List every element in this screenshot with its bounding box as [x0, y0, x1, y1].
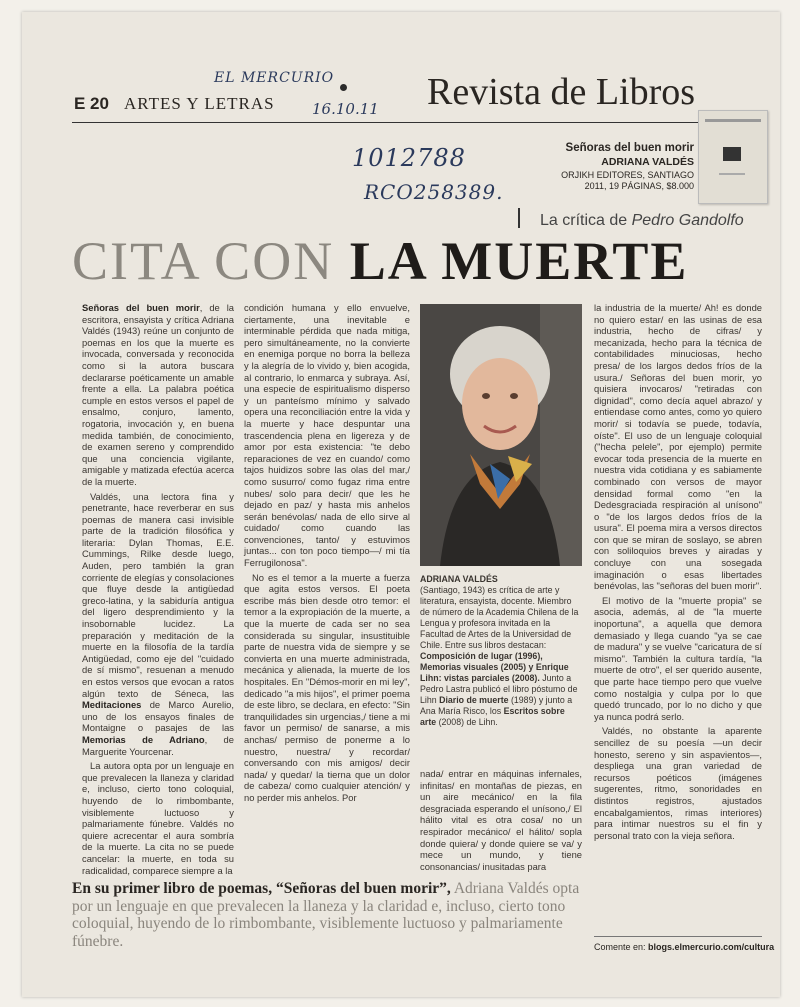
author-photo	[420, 304, 582, 566]
headline-part-1: CITA CON	[72, 231, 335, 291]
book-reference: Memorias de Adriano	[82, 733, 205, 745]
critic-name: Pedro Gandolfo	[631, 212, 744, 229]
handwritten-source: EL MERCURIO	[214, 70, 335, 86]
handwritten-date: 16.10.11	[312, 100, 379, 118]
article-column-1	[82, 302, 235, 876]
critic-bar	[518, 208, 520, 228]
caption-bio-2: Junto a Pedro Lastra publicó el libro póstumo de Lihn	[420, 673, 578, 705]
pull-quote	[72, 880, 580, 950]
newspaper-clipping	[22, 12, 780, 997]
caption-bio-4: (2008) de Lihn.	[438, 717, 498, 727]
paragraph: la industria de la muerte/ Ah! es donde no quiero estar/ en las usinas de esa industria, hecho de cifras/ y mecanizada, hecho para la técnica de contabilidades minuciosas, hecho presa/ de los largos dedos fríos de la usura./	[594, 302, 762, 383]
paragraph: condición humana y ello envuelve, ciertamente, una inevitable e interminable pérdida que nada mitiga, pero simultáneamente, no la convierte en enemiga porque no borra la belleza y la alegría de lo vivido y, bien acogida, al contrario, lo enmarca y subraya. Así, una especie de espiritualismo disperso y un panteísmo mínimo y salvado opera una reconciliación entre la vida y la muerte y hace despuntar una trascendencia plena en ligereza y de amor por esta existencia: "te debo reparaciones de vez en cuando/ como tajos huidizos sobre las olas del mar,/ como susurro/ como fugaz rima entre nubes/ solo para decir/ que les he dejado en paz/ y hasta mis anhelos serán benévolas/ nada de ello sirve al cuidado/ como cuando las convenciones, tanto/ y estuvimos juntas... con ton poco tiempo—/ mi tía Ferrugilonosa".	[244, 302, 410, 569]
caption-name: ADRIANA VALDÉS	[420, 574, 498, 584]
book-title-inline: Señoras del buen morir	[82, 302, 200, 313]
paragraph: No es el temor a la muerte a fuerza que agita estos versos. El poeta escribe más bien desde otro temor: el temor a la expropiación de la muerte, a que la muerte de cada ser no sea considerada su singular, insustituible parte de nuestra vida de siempre y se convierta en una muerte administrada, mecánica y alienada, la muerte de los hospitales. En "Démos-morir en mi ley", dedicado "a mis hijos", el primer poema de este libro, se declara, en efecto: "Sin tranquilidades sin urgencias,/ tiene a mi favor un permiso/ de sanarse, a mis anchas/ permiso de ponerme a lo nuestro, nuestra/ y recordar/ conversando con mis amigos/ decir nada/ y quedar/ la tierna que un dolor de cabeza/ como cualquier atención/ y no perder mis anhelos. Por	[244, 571, 410, 803]
book-publisher: ORJIKH EDITORES, SANTIAGO	[561, 170, 694, 180]
footer-link[interactable]: blogs.elmercurio.com/cultura	[648, 942, 775, 952]
caption-bio-3: (1989) y junto a Ana María Risco, los	[420, 695, 573, 716]
footer-label: Comente en:	[594, 942, 646, 952]
critic-prefix: La crítica de	[540, 212, 628, 229]
header-rule	[72, 122, 760, 123]
article-column-3	[594, 302, 762, 922]
book-info	[522, 142, 694, 191]
paragraph: nada/ entrar en máquinas infernales, infinitas/ en montañas de piezas, en un aire mecánico/ en la fila desgraciada esperando el unísono,/ El hálito vital es otra cosa/ no un respirador mecánico/ el hálito/ sopla donde quiera/ y donde quiere se va/ y mece un mundo, y tiene consonancias/ inusitadas para	[420, 768, 582, 872]
page-number: E 20	[74, 94, 109, 113]
section-name: ARTES Y LETRAS	[124, 94, 275, 113]
paragraph: , de la escritora, ensayista y crítica Adriana Valdés (1943) reúne un conjunto de poemas en los que la muerte es invocada, conversada y reconocida como si la autora buscara declararse poéticamente un amable frente a ella. La palabra poética cumple en estos versos el papel de ensalmo, conjuro, lamento, rogatoria, invocación y, en buena medida también, de conocimiento, de examen sereno y comprendido que una conciencia vigilante, amigable y matizada efectúa acerca de la muerte.	[82, 302, 234, 487]
caption-book: Diario de muerte	[439, 695, 509, 705]
paragraph: El motivo de la "muerte propia" se asocia, además, al de "la muerte inoportuna", a aquella que demora demasiado y llega cuando "ya se cae de madura" y se vuelve "caricatura de sí mismo". También la cultura tardía, "la muerte de otro", el ser querido ausente, que parte hace tiempo pero que vuelve como nostalgia y culpa por lo que quedó truncado, por lo no dicho y que ya nunca podrá serlo.	[594, 594, 762, 722]
paragraph: de Marco Aurelio, uno de los ensayos finales de Montaigne o pasajes de las	[82, 699, 235, 734]
footer-comment	[594, 942, 774, 952]
footer-rule	[594, 936, 762, 937]
publication-title: Revista de Libros	[427, 71, 696, 113]
handwritten-code-2: RCO258389.	[364, 180, 504, 204]
handwritten-code-1: 1012788	[352, 144, 466, 172]
book-reference: Meditaciones	[82, 699, 142, 711]
photo-caption	[420, 574, 582, 728]
caption-book: Escritos sobre arte	[420, 706, 565, 727]
critic-byline	[540, 212, 744, 230]
book-details: 2011, 19 PÁGINAS, $8.000	[584, 181, 694, 191]
caption-bio: (Santiago, 1943) es crítica de arte y literatura, ensayista, docente. Miembro de número de la Academia Chilena de la Lengua y profesora invitada en la Facultad de Artes de la Universidad de Chile. Entre sus libros destacan:	[420, 585, 579, 650]
author-portrait-image	[420, 304, 582, 566]
pull-quote-text: Adriana Valdés opta por un lenguaje en que prevalecen la llaneza y la claridad e, incluso, cierto tono coloquial, huyendo de lo rimbombante, visiblemente luctuoso y palmariamente fúnebre.	[72, 880, 580, 950]
paragraph: Valdés, una lectora fina y penetrante, hace reverberar en sus poemas de manera casi invisible parte de la tradición filosófica y literaria: Dylan Thomas, E.E. Cummings, Rilke desde luego, Auden, pero también la gran corriente de elegías y consolaciones que fluye desde la antigüedad greco-latina, y la sabiduría antigua del ligero desprendimiento y la insobornable lucidez. La preparación y meditación de la muerte en la filosofía de la tardía Antigüedad, como eje del "cuidado de sí mismo", resuenan a menudo en estos versos que evocan a ratos algún texto de Séneca, las	[82, 490, 234, 699]
caption-books: Composición de lugar (1996), Memorias visuales (2005) y Enrique Lihn: vistas parciales (2008).	[420, 651, 569, 683]
book-author: ADRIANA VALDÉS	[601, 156, 694, 168]
pull-quote-bold: En su primer libro de poemas, “Señoras del buen morir”,	[72, 880, 451, 897]
paragraph: Señoras del buen morir, yo quisiera invocaros/ "retiradas con dignidad", como decía aquel abrazo/ y entiendase como antes, como yo quiero morir/ si todavía se puede, todavía, oíste". El uso de un lenguaje coloquial ("hecha pelele", por ejemplo) permite evocar toda presencia de la muerte en nuestra vida cotidiana y es sabiamente combinado con versos de mayor densidad formal como "en la Dedesgraciada respiración al unísono" o "de los largos dedos fríos de la usura". El poema mira a versos directos con que se miran de soslayo, se abren con soliloquios breves y airadas y concluye con una sosegada imaginación o esas libertades benévolas, las "señoras del buen morir".	[594, 371, 762, 592]
article-column-2	[244, 302, 410, 868]
caption-text	[420, 585, 582, 728]
book-cover-image	[698, 110, 768, 204]
ink-dot	[340, 84, 347, 91]
headline-part-2: LA MUERTE	[349, 231, 689, 291]
article-column-2b	[420, 768, 582, 872]
headline	[72, 230, 688, 292]
paragraph: La autora opta por un lenguaje en que prevalecen la llaneza y claridad e, incluso, cierto tono coloquial, huyendo de lo rimbombante, visiblemente luctuoso y palmariamente fúnebre. Valdés no quiere acrecentar el aura sombría de la muerte. La cita no se puede cancelar: la muerte, en toda su radicalidad, comparece siempre a la	[82, 760, 234, 876]
paragraph: , de Marguerite Yourcenar.	[82, 733, 234, 757]
book-title: Señoras del buen morir	[565, 142, 694, 154]
paragraph: Valdés, no obstante la aparente sencillez de su poesía —un decir honesto, sereno y sin aspavientos—, despliega una gran variedad de recursos poéticos (imágenes sugerentes, ritmo, sonoridades en distintos registros, ajustados encabalgamientos, rimas interiores) para intimar nuestros su el fin y personal trato con la vieja señora.	[594, 725, 762, 841]
